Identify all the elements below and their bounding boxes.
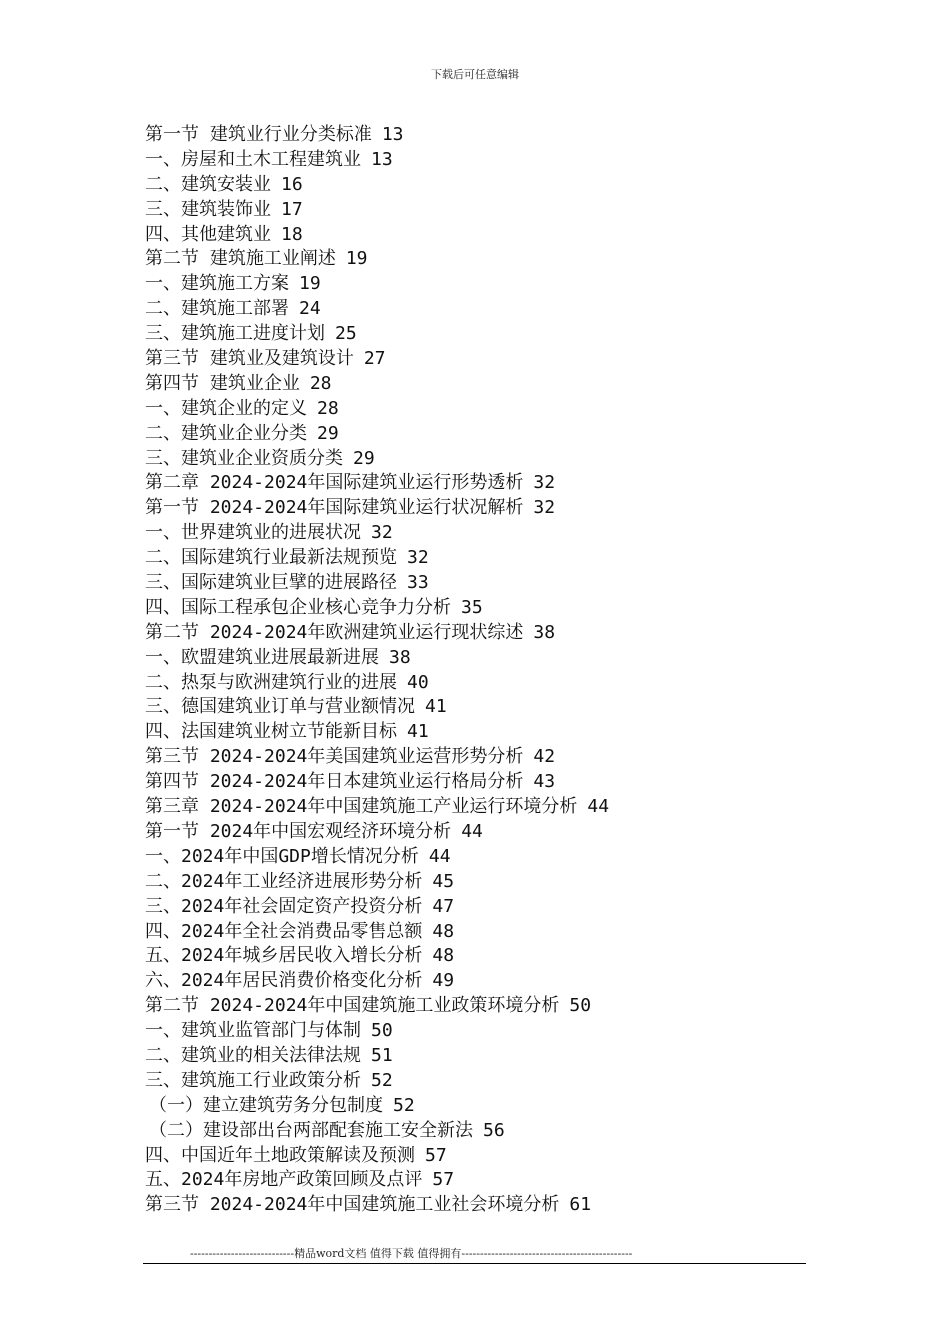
toc-entry[interactable]	[145, 148, 825, 173]
toc-entry[interactable]	[145, 820, 825, 845]
toc-entry-page: 38	[533, 621, 556, 643]
toc-entry[interactable]	[145, 447, 825, 472]
toc-entry[interactable]	[145, 247, 825, 272]
toc-entry-title: 一、欧盟建筑业进展最新进展	[145, 646, 379, 668]
toc-entry[interactable]	[145, 198, 825, 223]
toc-entry-title: 二、热泵与欧洲建筑行业的进展	[145, 671, 397, 693]
toc-entry-page: 28	[317, 397, 339, 419]
toc-entry-page: 52	[393, 1094, 415, 1116]
toc-entry-page: 19	[299, 273, 321, 295]
toc-entry[interactable]	[145, 895, 825, 920]
toc-entry-title: 第二节 建筑施工业阐述	[145, 248, 336, 270]
toc-entry-page: 44	[428, 845, 451, 867]
toc-entry[interactable]	[145, 272, 825, 297]
toc-entry-title: 一、房屋和土木工程建筑业	[145, 148, 361, 170]
toc-entry-page: 44	[461, 820, 483, 842]
toc-entry[interactable]	[145, 770, 825, 795]
toc-entry-page: 32	[371, 522, 393, 544]
toc-entry-page: 32	[407, 547, 429, 569]
toc-entry[interactable]	[145, 1069, 825, 1094]
toc-entry[interactable]	[145, 372, 825, 397]
toc-entry-title: 三、建筑施工行业政策分析	[145, 1069, 361, 1091]
toc-entry-title: 四、法国建筑业树立节能新目标	[145, 721, 397, 743]
toc-entry-page: 29	[317, 422, 339, 444]
toc-entry-page: 41	[407, 721, 429, 743]
toc-entry-title: 四、中国近年土地政策解读及预测	[145, 1144, 415, 1166]
toc-entry-title: （一）建立建筑劳务分包制度	[149, 1094, 383, 1116]
toc-entry-title: 四、国际工程承包企业核心竞争力分析	[145, 596, 451, 618]
toc-entry-page: 57	[425, 1144, 447, 1166]
toc-entry-page: 24	[299, 298, 321, 320]
toc-entry-page: 51	[371, 1044, 393, 1066]
toc-entry-page: 19	[345, 248, 368, 270]
toc-entry[interactable]	[145, 1019, 825, 1044]
toc-entry-title: 二、建筑施工部署	[145, 298, 289, 320]
toc-entry[interactable]	[145, 695, 825, 720]
toc-entry[interactable]	[145, 845, 825, 870]
toc-entry[interactable]	[145, 1168, 825, 1193]
toc-entry[interactable]	[145, 123, 825, 148]
toc-entry-page: 32	[533, 472, 556, 494]
toc-entry-page: 40	[407, 671, 429, 693]
toc-entry-page: 25	[335, 323, 357, 345]
toc-entry[interactable]	[145, 471, 825, 496]
toc-entry[interactable]	[145, 347, 825, 372]
toc-entry-page: 17	[281, 198, 303, 220]
toc-entry-page: 48	[432, 945, 455, 967]
toc-entry-page: 49	[432, 970, 455, 992]
toc-entry-title: 二、建筑业的相关法律法规	[145, 1044, 361, 1066]
toc-entry[interactable]	[145, 546, 825, 571]
toc-entry[interactable]	[145, 745, 825, 770]
toc-entry-page: 29	[353, 447, 375, 469]
toc-entry-page: 13	[371, 148, 393, 170]
toc-entry-page: 35	[461, 596, 483, 618]
toc-entry-page: 33	[407, 572, 429, 594]
toc-entry-title: 第二节 2024-2024年中国建筑施工业政策环境分析	[145, 995, 560, 1017]
toc-entry-title: 第一节 2024-2024年国际建筑业运行状况解析	[145, 497, 524, 519]
toc-entry-page: 42	[533, 746, 556, 768]
toc-entry-page: 52	[371, 1069, 393, 1091]
toc-entry-title: 三、建筑业企业资质分类	[145, 447, 343, 469]
toc-entry-page: 38	[389, 646, 411, 668]
toc-entry[interactable]	[145, 870, 825, 895]
toc-entry-page: 18	[281, 223, 303, 245]
toc-entry-title: 一、建筑企业的定义	[145, 397, 307, 419]
toc-entry[interactable]	[145, 1094, 825, 1119]
toc-entry[interactable]	[145, 671, 825, 696]
toc-entry-page: 50	[371, 1020, 393, 1042]
toc-entry[interactable]	[145, 1144, 825, 1169]
toc-entry-page: 27	[363, 348, 386, 370]
table-of-contents	[145, 123, 825, 1218]
toc-entry-title: 二、建筑业企业分类	[145, 422, 307, 444]
toc-entry-title: 第三章 2024-2024年中国建筑施工产业运行环境分析	[145, 796, 578, 818]
toc-entry-title: 第四节 2024-2024年日本建筑业运行格局分析	[145, 771, 524, 793]
toc-entry[interactable]	[145, 297, 825, 322]
toc-entry-title: 三、德国建筑业订单与营业额情况	[145, 696, 415, 718]
toc-entry[interactable]	[145, 596, 825, 621]
toc-entry-page: 13	[381, 124, 404, 145]
toc-entry[interactable]	[145, 521, 825, 546]
toc-entry-title: 第三节 2024-2024年中国建筑施工业社会环境分析	[145, 1194, 560, 1216]
toc-entry[interactable]	[145, 944, 825, 969]
toc-entry-title: 第三节 建筑业及建筑设计	[145, 348, 354, 370]
toc-entry-title: 第一节 2024年中国宏观经济环境分析	[145, 820, 452, 842]
toc-entry-title: 三、建筑装饰业	[145, 198, 271, 220]
toc-entry-page: 45	[432, 870, 455, 892]
toc-entry-page: 48	[432, 920, 455, 942]
toc-entry-title: 三、2024年社会固定资产投资分析	[145, 895, 423, 917]
toc-entry[interactable]	[145, 223, 825, 248]
toc-entry-page: 16	[281, 173, 303, 195]
toc-entry-title: 二、建筑安装业	[145, 173, 271, 195]
toc-entry[interactable]	[145, 1119, 825, 1144]
toc-entry-title: （二）建设部出台两部配套施工安全新法	[149, 1119, 473, 1141]
toc-entry-title: 第三节 2024-2024年美国建筑业运营形势分析	[145, 746, 524, 768]
toc-entry-page: 47	[432, 895, 455, 917]
toc-entry-title: 二、国际建筑行业最新法规预览	[145, 547, 397, 569]
page-footer: ----------------------------精品word文档 值得下载 值得拥有----------------------------------------------	[190, 1247, 633, 1260]
toc-entry[interactable]	[145, 1193, 825, 1218]
toc-entry[interactable]	[145, 571, 825, 596]
toc-entry[interactable]	[145, 621, 825, 646]
toc-entry[interactable]	[145, 646, 825, 671]
toc-entry-title: 四、2024年全社会消费品零售总额	[145, 920, 423, 942]
toc-entry[interactable]	[145, 397, 825, 422]
toc-entry-title: 二、2024年工业经济进展形势分析	[145, 870, 423, 892]
toc-entry-title: 三、国际建筑业巨擘的进展路径	[145, 572, 397, 594]
toc-entry-title: 一、2024年中国GDP增长情况分析	[145, 845, 419, 867]
toc-entry-title: 五、2024年城乡居民收入增长分析	[145, 945, 423, 967]
toc-entry-title: 第二章 2024-2024年国际建筑业运行形势透析	[145, 472, 524, 494]
toc-entry-page: 32	[533, 497, 556, 519]
toc-entry-title: 一、世界建筑业的进展状况	[145, 522, 361, 544]
toc-entry-title: 第四节 建筑业企业	[145, 372, 300, 394]
toc-entry-page: 57	[432, 1169, 455, 1191]
toc-entry-title: 一、建筑施工方案	[145, 273, 289, 295]
toc-entry-page: 50	[569, 995, 592, 1017]
page-header: 下载后可任意编辑	[431, 68, 519, 81]
toc-entry-page: 61	[569, 1194, 592, 1216]
toc-entry-title: 第二节 2024-2024年欧洲建筑业运行现状综述	[145, 621, 524, 643]
toc-entry[interactable]	[145, 994, 825, 1019]
toc-entry-page: 28	[309, 372, 332, 394]
toc-entry-title: 四、其他建筑业	[145, 223, 271, 245]
toc-entry[interactable]	[145, 720, 825, 745]
toc-entry[interactable]	[145, 496, 825, 521]
toc-entry-title: 六、2024年居民消费价格变化分析	[145, 970, 423, 992]
toc-entry-page: 44	[587, 796, 610, 818]
footer-divider	[143, 1263, 806, 1264]
toc-entry-page: 43	[533, 771, 556, 793]
toc-entry[interactable]	[145, 1044, 825, 1069]
toc-entry[interactable]	[145, 322, 825, 347]
toc-entry[interactable]	[145, 173, 825, 198]
toc-entry-title: 三、建筑施工进度计划	[145, 323, 325, 345]
toc-entry[interactable]	[145, 795, 825, 820]
toc-entry-title: 一、建筑业监管部门与体制	[145, 1020, 361, 1042]
toc-entry-title: 第一节 建筑业行业分类标准	[145, 124, 372, 145]
toc-entry-page: 56	[483, 1119, 505, 1141]
toc-entry-page: 41	[425, 696, 447, 718]
toc-entry[interactable]	[145, 422, 825, 447]
toc-entry[interactable]	[145, 969, 825, 994]
toc-entry[interactable]	[145, 920, 825, 945]
toc-entry-title: 五、2024年房地产政策回顾及点评	[145, 1169, 423, 1191]
